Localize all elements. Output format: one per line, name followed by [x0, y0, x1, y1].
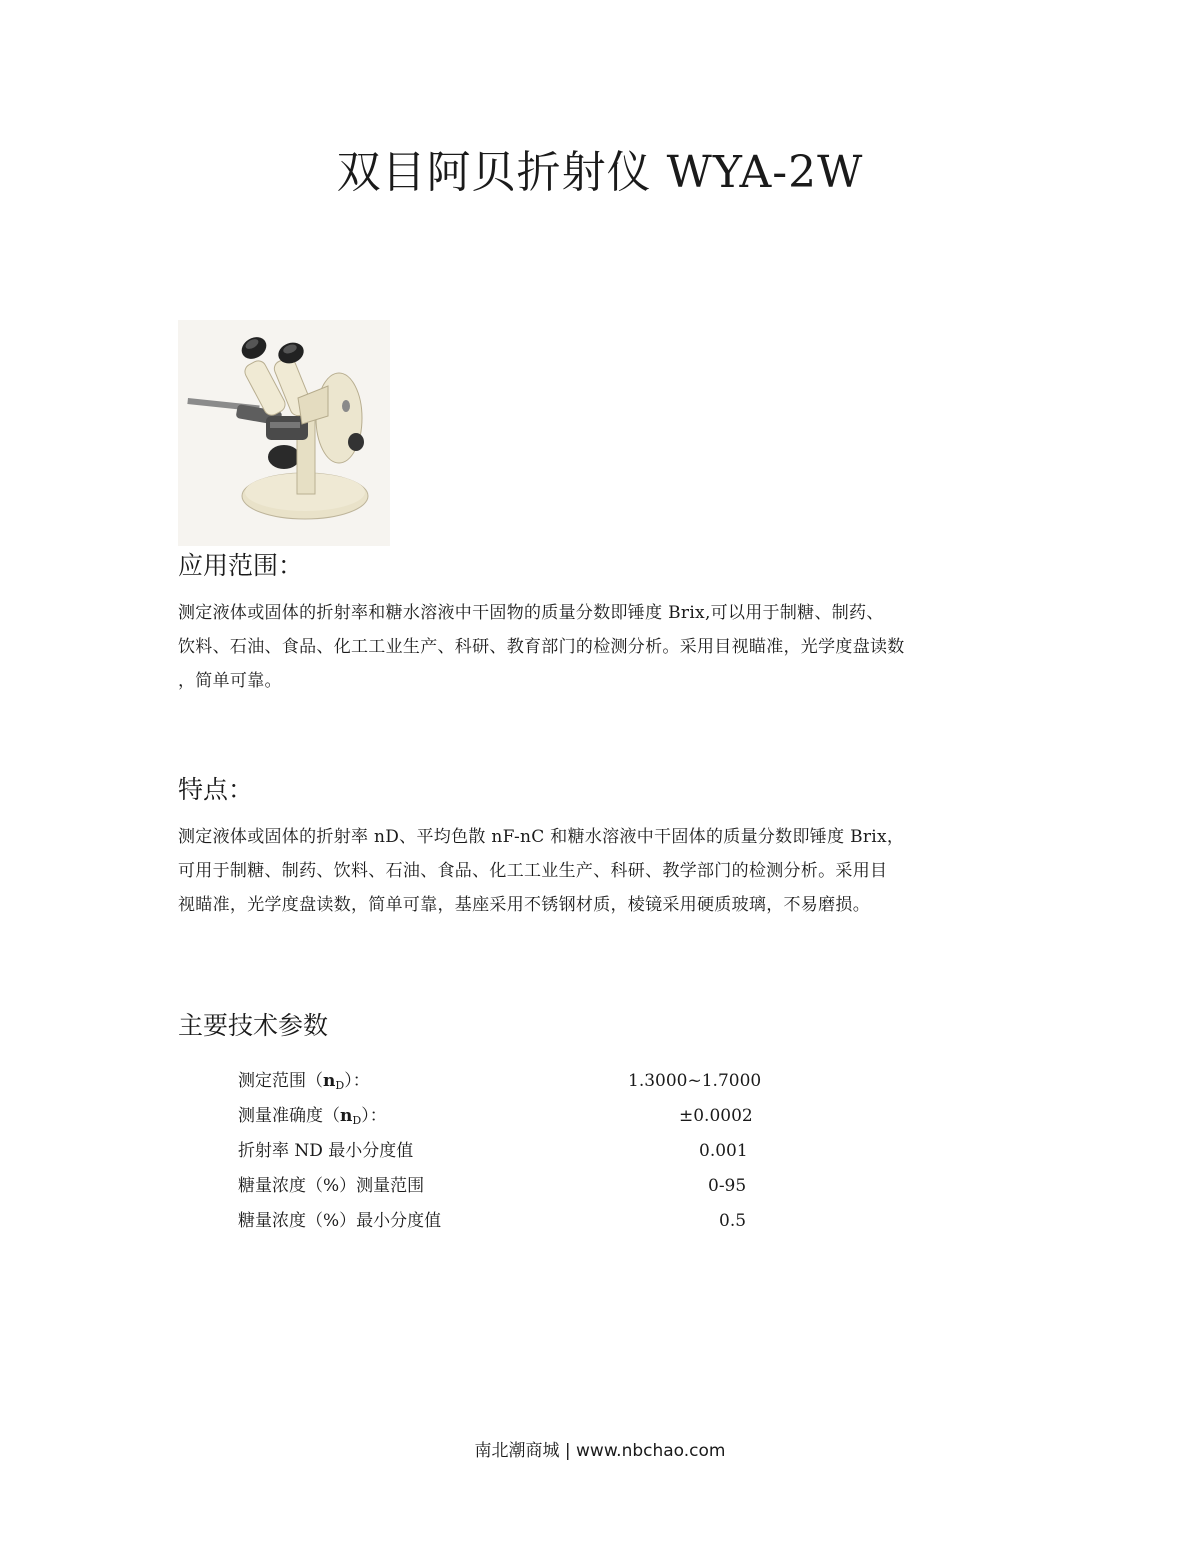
- spec-row-sugar-range: [238, 1171, 798, 1206]
- features-line: 测定液体或固体的折射率 nD、平均色散 nF-nC 和糖水溶液中干固体的质量分数即锤度 Brix，: [178, 827, 905, 847]
- specs-heading: 主要技术参数: [178, 1011, 329, 1040]
- page-title: 双目阿贝折射仪 WYA-2W: [336, 147, 864, 198]
- spec-row-sugar-division: [238, 1206, 798, 1241]
- application-line: ，简单可靠。: [178, 671, 282, 691]
- spec-label: 糖量浓度（%）测量范围: [238, 1176, 425, 1196]
- spec-label: 测定范围$(n_D)$：: [238, 1071, 370, 1092]
- spec-row-measure-range: [238, 1066, 798, 1101]
- footer-text: 南北潮商城 | www.nbchao.com: [474, 1441, 726, 1461]
- features-heading: 特点：: [178, 775, 254, 804]
- application-paragraph: [178, 598, 1038, 700]
- features-paragraph: [178, 822, 1038, 924]
- specs-table: [238, 1066, 798, 1241]
- spec-value: 0-95: [708, 1176, 747, 1196]
- spec-value: ±0.0002: [679, 1106, 753, 1126]
- application-heading: 应用范围：: [178, 551, 304, 580]
- spec-value: 0.5: [719, 1211, 747, 1231]
- application-line: 饮料、石油、食品、化工工业生产、科研、教育部门的检测分析。采用目视瞄准，光学度盘读数: [178, 637, 905, 657]
- features-line: 可用于制糖、制药、饮料、石油、食品、化工工业生产、科研、教学部门的检测分析。采用目: [178, 861, 888, 881]
- spec-value: 0.001: [699, 1141, 748, 1161]
- features-line: 视瞄准，光学度盘读数，简单可靠，基座采用不锈钢材质，棱镜采用硬质玻璃，不易磨损。: [178, 895, 870, 915]
- spec-label: 折射率 ND 最小分度值: [238, 1141, 414, 1161]
- product-image: [178, 320, 390, 546]
- spec-row-nd-division: [238, 1136, 798, 1171]
- spec-row-accuracy: [238, 1101, 798, 1136]
- refractometer-illustration: [178, 320, 390, 546]
- spec-label: 测量准确度$(n_D)$：: [238, 1106, 387, 1127]
- spec-value: 1.3000~1.7000: [628, 1071, 762, 1091]
- application-line: 测定液体或固体的折射率和糖水溶液中干固物的质量分数即锤度 Brix,可以用于制糖、制药、: [178, 603, 884, 623]
- spec-label: 糖量浓度（%）最小分度值: [238, 1211, 442, 1231]
